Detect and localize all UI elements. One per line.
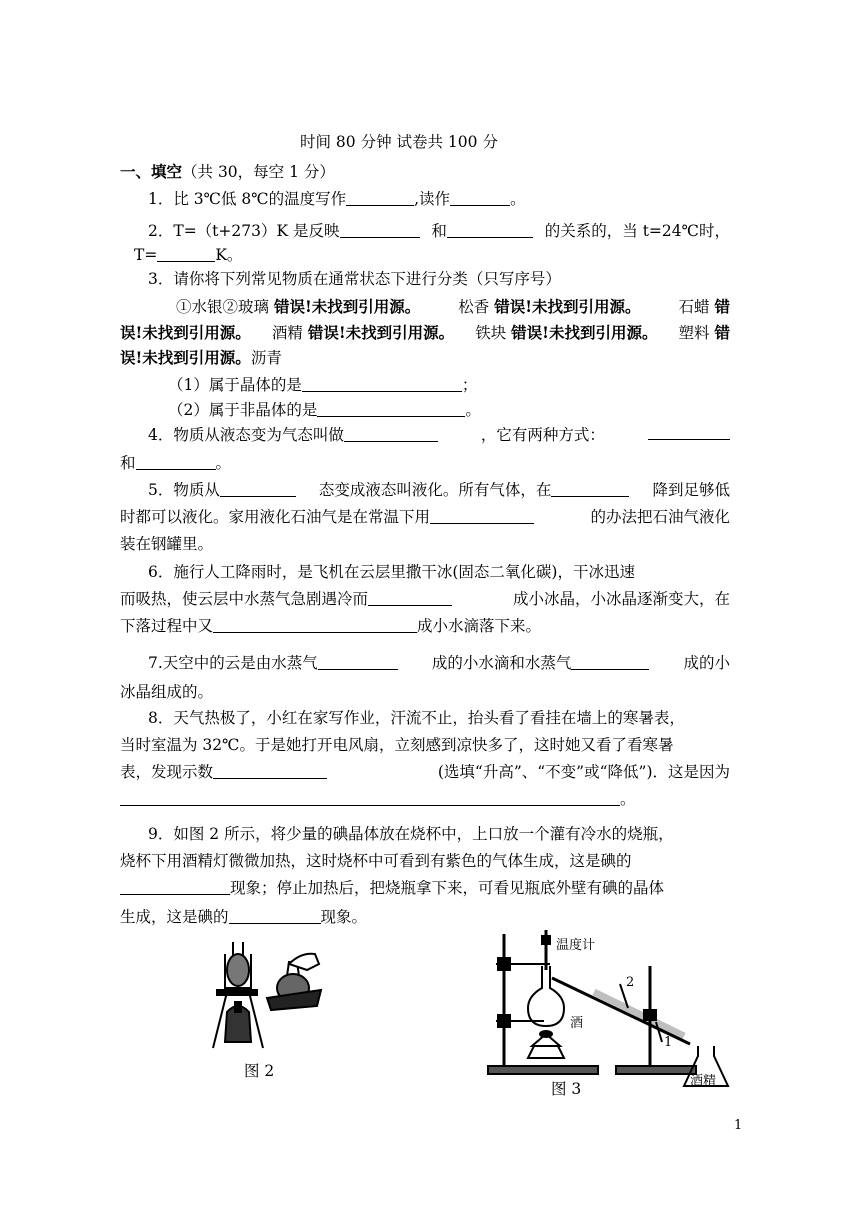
question-3-line-1 xyxy=(176,295,730,317)
q2-text-c: 的关系的，当 t=24℃时， xyxy=(544,222,730,240)
question-5-cont-2: 装在钢罐里。 xyxy=(120,535,214,553)
page-number: 1 xyxy=(734,1118,743,1133)
q3-l1-t0: ①水银②玻璃 xyxy=(176,298,274,316)
q5-text-a: 5．物质从 xyxy=(148,481,220,499)
q2-blank-1 xyxy=(340,222,420,239)
q6-text-d: 下落过程中又 xyxy=(120,617,214,635)
question-9-cont-2 xyxy=(120,876,730,898)
question-3-line-2 xyxy=(120,321,730,343)
q3-l1-err1: 错误!未找到引用源。 xyxy=(273,297,421,316)
q5-text-b: 态变成液态叫液化。所有气体，在 xyxy=(318,481,552,499)
q2-text-b: 和 xyxy=(431,222,447,240)
q7-text-c: 成的小 xyxy=(683,654,730,672)
q1-text-a: 1．比 3℃低 8℃的温度写作 xyxy=(148,190,347,208)
question-3-sub-2 xyxy=(168,398,481,420)
q3-l2-err6: 错 xyxy=(714,323,730,342)
q5-text-c: 降到足够低 xyxy=(652,481,730,499)
figure-3-label-1: 1 xyxy=(664,1035,673,1050)
question-5 xyxy=(148,478,730,500)
q3-l2-err0: 误!未找到引用源。 xyxy=(120,323,251,342)
question-9-cont-3 xyxy=(120,905,367,927)
q2-text-e: K。 xyxy=(215,246,243,264)
q6-text-e: 成小水滴落下来。 xyxy=(417,617,542,635)
q6-blank-1 xyxy=(368,590,452,607)
question-6: 6．施行人工降雨时，是飞机在云层里撒干冰(固态二氧化碳)，干冰迅速 xyxy=(148,563,635,581)
question-9-cont: 烧杯下用酒精灯微微加热，这时烧杯中可看到有紫色的气体生成，这是碘的 xyxy=(120,852,632,870)
q3-sub2-end: 。 xyxy=(465,401,481,419)
q3-blank-1 xyxy=(302,376,462,393)
q3-l3-err0: 误!未找到引用源。 xyxy=(120,348,251,367)
figure-2-caption: 图 2 xyxy=(244,1062,275,1080)
q6-text-c: 成小冰晶，小冰晶逐渐变大，在 xyxy=(512,590,730,608)
question-2-cont xyxy=(134,243,242,265)
q2-text-a: 2．T=（t+273）K 是反映 xyxy=(148,222,340,240)
question-4-cont xyxy=(120,451,231,473)
q3-sub1-text: （1）属于晶体的是 xyxy=(168,376,302,394)
question-3-line-3 xyxy=(120,346,282,368)
q1-blank-2 xyxy=(450,190,510,207)
figure-3-caption: 图 3 xyxy=(551,1080,582,1098)
question-5-cont xyxy=(120,505,730,527)
q9-text-c: 现象；停止加热后，把烧瓶拿下来，可看见瓶底外壁有碘的晶体 xyxy=(230,879,665,897)
q2-blank-2 xyxy=(447,222,533,239)
q3-l1-err2: 错误!未找到引用源。 xyxy=(494,297,641,316)
question-6-cont-2 xyxy=(120,614,541,636)
question-8-cont: 当时室温为 32℃。于是她打开电风扇，立刻感到凉快多了，这时她又看了看寒暑 xyxy=(120,736,674,754)
q4-blank-3 xyxy=(136,454,216,471)
q3-l2-err2: 错误!未找到引用源。 xyxy=(307,323,455,342)
question-9: 9．如图 2 所示，将少量的碘晶体放在烧杯中，上口放一个灌有冷水的烧瓶， xyxy=(148,825,674,843)
question-6-cont xyxy=(120,587,730,609)
figure-3-flask-label: 酒精 xyxy=(690,1074,717,1089)
section-heading xyxy=(120,160,335,182)
question-4 xyxy=(148,423,730,445)
question-8: 8．天气热极了，小红在家写作业，汗流不止，抬头看了看挂在墙上的寒暑表， xyxy=(148,709,685,727)
question-3-stem: 3．请你将下列常见物质在通常状态下进行分类（只写序号） xyxy=(148,270,561,288)
q3-l2-err4: 错误!未找到引用源。 xyxy=(511,323,658,342)
q5-text-d: 时都可以液化。家用液化石油气是在常温下用 xyxy=(120,508,431,526)
q7-blank-1 xyxy=(318,654,398,671)
q3-blank-2 xyxy=(317,401,465,418)
q2-text-d: T= xyxy=(134,246,158,264)
q9-blank-1 xyxy=(120,879,230,896)
question-8-cont-3 xyxy=(120,787,636,809)
q5-text-e: 的办法把石油气液化 xyxy=(590,508,730,526)
question-1 xyxy=(148,187,526,209)
q7-blank-2 xyxy=(571,654,649,671)
q7-text-a: 7.天空中的云是由水蒸气 xyxy=(148,654,318,672)
page-title: 时间 80 分钟 试卷共 100 分 xyxy=(300,133,498,151)
figure-3-thermometer-label: 温度计 xyxy=(556,938,596,953)
q8-blank-1 xyxy=(213,763,327,780)
q4-blank-1 xyxy=(344,426,438,443)
q7-text-b: 成的小水滴和水蒸气 xyxy=(431,654,572,672)
q3-l2-t3: 铁块 xyxy=(475,324,512,342)
q1-blank-1 xyxy=(346,190,414,207)
q9-blank-2 xyxy=(229,908,321,925)
q8-text-e: 。 xyxy=(620,790,636,808)
question-7 xyxy=(148,651,730,673)
q4-text-c: 和 xyxy=(120,454,136,472)
q3-l3-t1: 沥青 xyxy=(250,349,282,367)
q9-text-d: 生成，这是碘的 xyxy=(120,908,229,926)
question-3-sub-1 xyxy=(168,373,477,395)
q4-text-d: 。 xyxy=(215,454,232,472)
question-8-cont-2 xyxy=(120,760,730,782)
q1-text-c: 。 xyxy=(510,190,526,208)
section-heading-rest: （共 30，每空 1 分） xyxy=(182,163,335,181)
q9-text-e: 现象。 xyxy=(320,908,368,926)
q5-blank-1 xyxy=(220,481,296,498)
q2-blank-3 xyxy=(157,246,215,263)
q8-blank-2 xyxy=(120,790,620,807)
q4-text-a: 4．物质从液态变为气态叫做 xyxy=(148,426,344,444)
q8-text-c: 表，发现示数 xyxy=(120,763,214,781)
figure-3-label-jiu: 酒 xyxy=(570,1016,584,1031)
figure-2-drawing xyxy=(205,940,325,1052)
q3-l1-err3: 错 xyxy=(714,297,730,316)
q6-blank-2 xyxy=(213,617,417,634)
section-heading-bold: 一、填空 xyxy=(120,162,183,181)
q1-text-b: ,读作 xyxy=(414,190,451,208)
q8-text-d: (选填“升高”、“不变”或“降低”)．这是因为 xyxy=(437,763,730,781)
q3-l1-t2: 松香 xyxy=(458,298,495,316)
q3-sub1-end: ； xyxy=(461,376,478,394)
q4-blank-2 xyxy=(648,423,730,440)
q3-l2-t1: 酒精 xyxy=(271,324,308,342)
q4-text-b: ，它有两种方式： xyxy=(480,426,605,444)
q5-blank-2 xyxy=(551,481,629,498)
question-7-cont: 冰晶组成的。 xyxy=(120,683,214,701)
q5-blank-3 xyxy=(430,508,534,525)
question-2 xyxy=(148,219,730,241)
q3-l2-t5: 塑料 xyxy=(678,324,715,342)
q3-l1-t4: 石蜡 xyxy=(678,298,715,316)
figure-3-label-2: 2 xyxy=(626,975,635,990)
q6-text-b: 而吸热，使云层中水蒸气急剧遇冷而 xyxy=(120,590,369,608)
q3-sub2-text: （2）属于非晶体的是 xyxy=(168,401,318,419)
